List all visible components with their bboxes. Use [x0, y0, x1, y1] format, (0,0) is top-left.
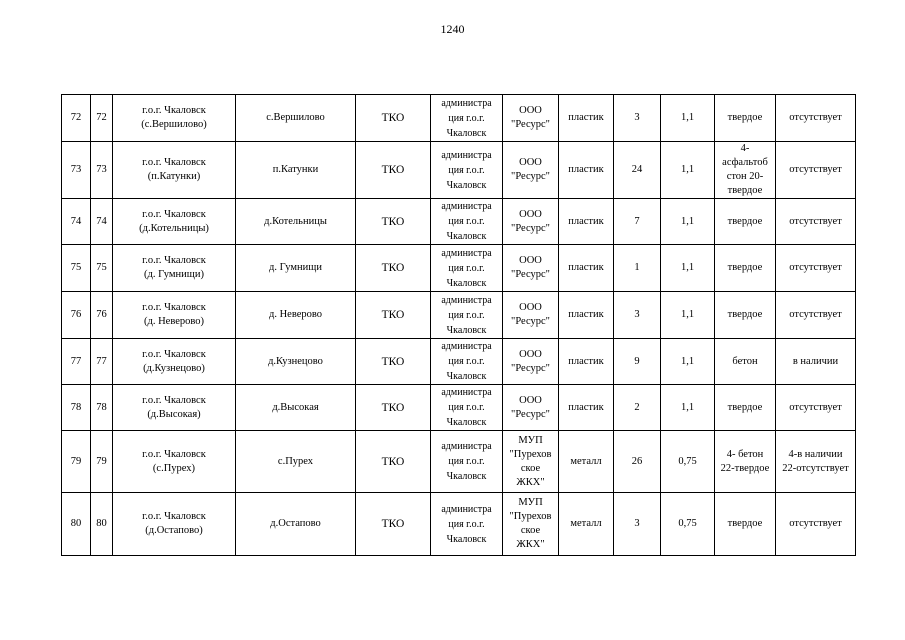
site-number: 77 [91, 339, 113, 385]
container-volume-cell: 1,1 [661, 95, 715, 142]
company-cell: ООО "Ресурс" [503, 385, 559, 431]
locality-cell: д.Кузнецово [236, 339, 356, 385]
district-cell: г.о.г. Чкаловск (д. Гумнищи) [113, 245, 236, 292]
table-row [62, 245, 856, 292]
row-number: 72 [62, 95, 91, 142]
container-count-cell: 7 [614, 199, 661, 245]
company-cell: МУП "Пурехов ское ЖКХ" [503, 493, 559, 556]
owner-cell: администра ция г.о.г. Чкаловск [431, 199, 503, 245]
surface-cell: твердое [715, 292, 776, 339]
container-material-cell: пластик [559, 245, 614, 292]
container-volume-cell: 1,1 [661, 292, 715, 339]
container-volume-cell: 1,1 [661, 339, 715, 385]
fence-cell: отсутствует [776, 292, 856, 339]
container-volume-cell: 0,75 [661, 493, 715, 556]
site-number: 78 [91, 385, 113, 431]
container-material-cell: пластик [559, 199, 614, 245]
row-number: 73 [62, 142, 91, 199]
locality-cell: д.Высокая [236, 385, 356, 431]
company-cell: ООО "Ресурс" [503, 199, 559, 245]
fence-cell: отсутствует [776, 142, 856, 199]
waste-sites-table [61, 94, 856, 556]
surface-cell: твердое [715, 493, 776, 556]
waste-type-cell: ТКО [356, 431, 431, 493]
row-number: 80 [62, 493, 91, 556]
company-cell: ООО "Ресурс" [503, 292, 559, 339]
fence-cell: отсутствует [776, 199, 856, 245]
company-cell: МУП "Пурехов ское ЖКХ" [503, 431, 559, 493]
fence-cell: отсутствует [776, 95, 856, 142]
surface-cell: твердое [715, 245, 776, 292]
table-row [62, 199, 856, 245]
row-number: 79 [62, 431, 91, 493]
container-count-cell: 24 [614, 142, 661, 199]
fence-cell: отсутствует [776, 493, 856, 556]
locality-cell: д.Котельницы [236, 199, 356, 245]
container-material-cell: пластик [559, 95, 614, 142]
container-count-cell: 2 [614, 385, 661, 431]
owner-cell: администра ция г.о.г. Чкаловск [431, 95, 503, 142]
locality-cell: с.Вершилово [236, 95, 356, 142]
fence-cell: 4-в наличии 22-отсутствует [776, 431, 856, 493]
waste-type-cell: ТКО [356, 339, 431, 385]
district-cell: г.о.г. Чкаловск (д.Остапово) [113, 493, 236, 556]
waste-type-cell: ТКО [356, 199, 431, 245]
surface-cell: 4- бетон 22-твердое [715, 431, 776, 493]
company-cell: ООО "Ресурс" [503, 339, 559, 385]
company-cell: ООО "Ресурс" [503, 95, 559, 142]
site-number: 73 [91, 142, 113, 199]
row-number: 74 [62, 199, 91, 245]
container-volume-cell: 0,75 [661, 431, 715, 493]
site-number: 76 [91, 292, 113, 339]
surface-cell: твердое [715, 385, 776, 431]
container-material-cell: металл [559, 431, 614, 493]
container-material-cell: пластик [559, 339, 614, 385]
site-number: 75 [91, 245, 113, 292]
container-material-cell: металл [559, 493, 614, 556]
container-count-cell: 9 [614, 339, 661, 385]
container-volume-cell: 1,1 [661, 385, 715, 431]
district-cell: г.о.г. Чкаловск (д.Высокая) [113, 385, 236, 431]
row-number: 77 [62, 339, 91, 385]
table-row [62, 431, 856, 493]
owner-cell: администра ция г.о.г. Чкаловск [431, 339, 503, 385]
site-number: 79 [91, 431, 113, 493]
container-count-cell: 26 [614, 431, 661, 493]
fence-cell: в наличии [776, 339, 856, 385]
waste-type-cell: ТКО [356, 95, 431, 142]
locality-cell: с.Пурех [236, 431, 356, 493]
container-count-cell: 1 [614, 245, 661, 292]
owner-cell: администра ция г.о.г. Чкаловск [431, 431, 503, 493]
owner-cell: администра ция г.о.г. Чкаловск [431, 292, 503, 339]
locality-cell: д. Неверово [236, 292, 356, 339]
locality-cell: д.Остапово [236, 493, 356, 556]
row-number: 78 [62, 385, 91, 431]
container-count-cell: 3 [614, 95, 661, 142]
table-row [62, 493, 856, 556]
container-volume-cell: 1,1 [661, 142, 715, 199]
table-row [62, 385, 856, 431]
surface-cell: твердое [715, 199, 776, 245]
site-number: 72 [91, 95, 113, 142]
container-material-cell: пластик [559, 385, 614, 431]
district-cell: г.о.г. Чкаловск (д.Кузнецово) [113, 339, 236, 385]
owner-cell: администра ция г.о.г. Чкаловск [431, 493, 503, 556]
container-count-cell: 3 [614, 493, 661, 556]
waste-type-cell: ТКО [356, 142, 431, 199]
table-row [62, 95, 856, 142]
container-count-cell: 3 [614, 292, 661, 339]
owner-cell: администра ция г.о.г. Чкаловск [431, 385, 503, 431]
company-cell: ООО "Ресурс" [503, 245, 559, 292]
surface-cell: твердое [715, 95, 776, 142]
owner-cell: администра ция г.о.г. Чкаловск [431, 245, 503, 292]
table-row [62, 292, 856, 339]
waste-type-cell: ТКО [356, 245, 431, 292]
container-material-cell: пластик [559, 142, 614, 199]
fence-cell: отсутствует [776, 385, 856, 431]
container-volume-cell: 1,1 [661, 245, 715, 292]
owner-cell: администра ция г.о.г. Чкаловск [431, 142, 503, 199]
waste-type-cell: ТКО [356, 292, 431, 339]
district-cell: г.о.г. Чкаловск (с.Пурех) [113, 431, 236, 493]
district-cell: г.о.г. Чкаловск (д.Котельницы) [113, 199, 236, 245]
surface-cell: бетон [715, 339, 776, 385]
waste-type-cell: ТКО [356, 385, 431, 431]
container-volume-cell: 1,1 [661, 199, 715, 245]
site-number: 74 [91, 199, 113, 245]
table-row [62, 142, 856, 199]
company-cell: ООО "Ресурс" [503, 142, 559, 199]
waste-type-cell: ТКО [356, 493, 431, 556]
row-number: 76 [62, 292, 91, 339]
district-cell: г.о.г. Чкаловск (п.Катунки) [113, 142, 236, 199]
district-cell: г.о.г. Чкаловск (с.Вершилово) [113, 95, 236, 142]
site-number: 80 [91, 493, 113, 556]
locality-cell: п.Катунки [236, 142, 356, 199]
fence-cell: отсутствует [776, 245, 856, 292]
table-row [62, 339, 856, 385]
container-material-cell: пластик [559, 292, 614, 339]
locality-cell: д. Гумнищи [236, 245, 356, 292]
district-cell: г.о.г. Чкаловск (д. Неверово) [113, 292, 236, 339]
page-number: 1240 [440, 22, 465, 36]
row-number: 75 [62, 245, 91, 292]
surface-cell: 4- асфальтоб стон 20- твердое [715, 142, 776, 199]
